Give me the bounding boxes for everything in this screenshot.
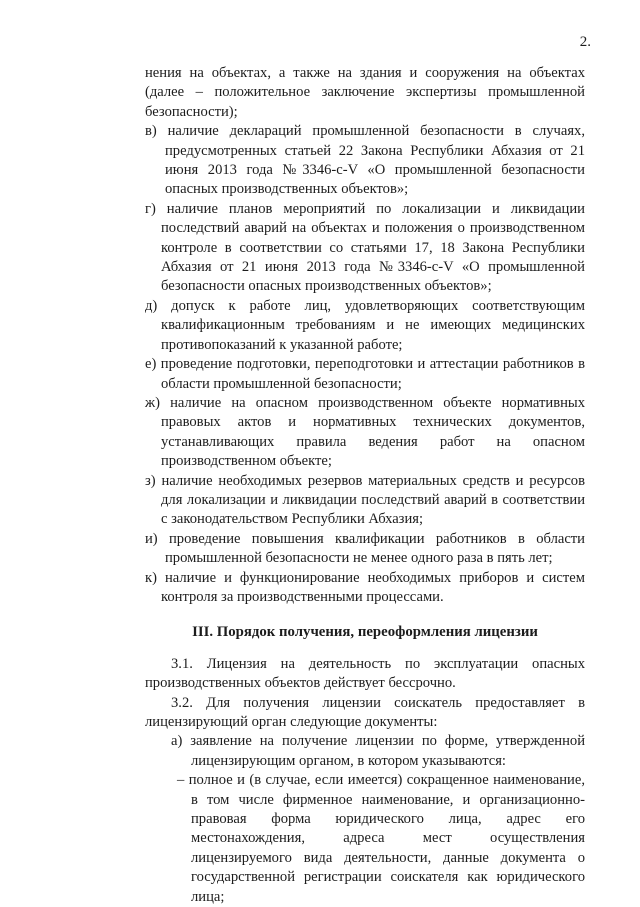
list-item-i: и) проведение повышения квалификации работников в области промышленной безопасности не менее одного раза в пять лет; bbox=[145, 530, 585, 567]
section-heading: III. Порядок получения, переоформления лицензии bbox=[192, 624, 538, 641]
list-item-z: з) наличие необходимых резервов материальных средств и ресурсов для локализации и ликвидации последствий аварий в соответствии с законодательством Республики Абхазия; bbox=[145, 472, 585, 528]
list-item-e: е) проведение подготовки, переподготовки и аттестации работников в области промышленной безопасности; bbox=[145, 356, 585, 392]
page-number: 2. bbox=[579, 34, 591, 50]
list-item-zh: ж) наличие на опасном производственном объекте нормативных правовых актов и нормативных технических документов, устанавливающих правила ведения работ на опасном производственном объекте; bbox=[145, 394, 585, 470]
list-item-d: д) допуск к работе лиц, удовлетворяющих соответствующим квалификационным требованиям и не имеющих медицинских противопоказаний к указанной работе; bbox=[145, 297, 585, 353]
clause-3-1: 3.1. Лицензия на деятельность по эксплуатации опасных производственных объектов действует бессрочно. bbox=[145, 655, 585, 692]
document-body bbox=[145, 64, 585, 907]
list-item-k: к) наличие и функционирование необходимых приборов и систем контроля за производственными процессами. bbox=[145, 569, 585, 605]
dash-item-1: – полное и (в случае, если имеется) сокращенное наименование, в том числе фирменное наименование, и организационно-правовая форма юридического лица, адрес его местонахождения, адреса мест осуществления лицензируемого вида деятельности, данные документа о государственной регистрации соискателя как юридического лица; bbox=[177, 772, 585, 905]
paragraph-continued: нения на объектах, а также на здания и сооружения на объектах (далее – положительное заключение экспертизы промышленной безопасности); bbox=[145, 65, 585, 120]
clause-3-2: 3.2. Для получения лицензии соискатель предоставляет в лицензирующий орган следующие документы: bbox=[145, 694, 585, 730]
sub-item-a: а) заявление на получение лицензии по форме, утвержденной лицензирующим органом, в котором указываются: bbox=[171, 733, 585, 769]
list-item-v: в) наличие деклараций промышленной безопасности в случаях, предусмотренных статьей 22 Закона Республики Абхазия от 21 июня 2013 года №3346-с-V «О промышленной безопасности опасных производственных объектов»; bbox=[145, 123, 585, 198]
list-item-g: г) наличие планов мероприятий по локализации и ликвидации последствий аварий на объектах и положения о производственном контроле в соответствии со статьями 17, 18 Закона Республики Абхазия от 21 июня 2013 года №3346-с-V «О промышленной безопасности опасных производственных объектов»; bbox=[145, 200, 585, 295]
